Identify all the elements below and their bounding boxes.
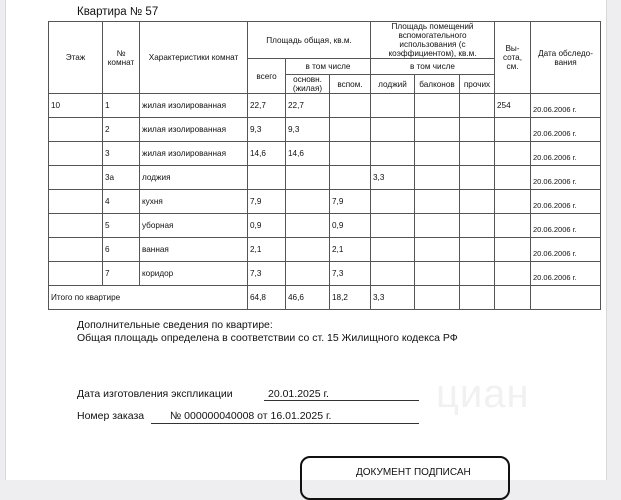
cell-date: 20.06.2006 г. xyxy=(531,94,601,118)
cell-no: 3а xyxy=(103,166,140,190)
cell-aux: 7,3 xyxy=(330,262,371,286)
cell-loggia xyxy=(371,214,415,238)
cell-balcony xyxy=(415,94,460,118)
cell-floor xyxy=(49,190,103,214)
totals-loggia: 3,3 xyxy=(371,286,415,310)
cell-height xyxy=(495,190,531,214)
info-heading: Дополнительные сведения по квартире: xyxy=(77,319,273,331)
cell-floor xyxy=(49,118,103,142)
cell-aux: 2,1 xyxy=(330,238,371,262)
cell-balcony xyxy=(415,166,460,190)
cell-char: кухня xyxy=(140,190,248,214)
header-including: в том числе xyxy=(286,59,371,75)
cell-main xyxy=(286,238,330,262)
info-text: Общая площадь определена в соответствии со ст. 15 Жилищного кодекса РФ xyxy=(77,332,458,344)
cell-date: 20.06.2006 г. xyxy=(531,190,601,214)
cell-loggia xyxy=(371,118,415,142)
cell-total xyxy=(248,166,286,190)
cell-char: жилая изолированная xyxy=(140,142,248,166)
cell-loggia xyxy=(371,262,415,286)
table-row xyxy=(49,166,601,190)
table-row xyxy=(49,190,601,214)
explication-table xyxy=(48,21,601,310)
cell-height xyxy=(495,166,531,190)
cell-height: 254 xyxy=(495,94,531,118)
cell-height xyxy=(495,238,531,262)
header-total: всего xyxy=(248,59,286,94)
cell-floor xyxy=(49,142,103,166)
header-date: Дата обследо-вания xyxy=(531,22,601,94)
cell-char: жилая изолированная xyxy=(140,94,248,118)
cell-no: 2 xyxy=(103,118,140,142)
cell-loggia xyxy=(371,190,415,214)
header-height: Вы-сота, см. xyxy=(495,22,531,94)
cell-other xyxy=(460,190,495,214)
table-row xyxy=(49,142,601,166)
cell-balcony xyxy=(415,214,460,238)
cell-other xyxy=(460,142,495,166)
watermark-logo: циан xyxy=(436,372,530,416)
cell-main xyxy=(286,166,330,190)
cell-other xyxy=(460,94,495,118)
cell-other xyxy=(460,214,495,238)
cell-other xyxy=(460,238,495,262)
cell-height xyxy=(495,214,531,238)
order-underline xyxy=(151,410,419,424)
cell-date: 20.06.2006 г. xyxy=(531,262,601,286)
table-row xyxy=(49,118,601,142)
cell-total: 7,3 xyxy=(248,262,286,286)
header-loggia: лоджий xyxy=(371,75,415,94)
cell-total: 22,7 xyxy=(248,94,286,118)
cell-total: 14,6 xyxy=(248,142,286,166)
cell-aux xyxy=(330,94,371,118)
cell-no: 1 xyxy=(103,94,140,118)
header-including2: в том числе xyxy=(371,59,495,75)
page-title: Квартира № 57 xyxy=(77,6,159,18)
header-floor: Этаж xyxy=(49,22,103,94)
cell-date: 20.06.2006 г. xyxy=(531,238,601,262)
header-aux-area: Площадь помещений вспомогательного использования (с коэффициентом), кв.м. xyxy=(371,22,495,59)
date-value: 20.01.2025 г. xyxy=(268,388,329,400)
totals-label: Итого по квартире xyxy=(49,286,248,310)
cell-total: 2,1 xyxy=(248,238,286,262)
order-label: Номер заказа xyxy=(77,410,145,422)
cell-no: 3 xyxy=(103,142,140,166)
header-other: прочих xyxy=(460,75,495,94)
cell-char: уборная xyxy=(140,214,248,238)
cell-aux xyxy=(330,142,371,166)
cell-height xyxy=(495,142,531,166)
cell-floor: 10 xyxy=(49,94,103,118)
cell-aux: 0,9 xyxy=(330,214,371,238)
cell-aux xyxy=(330,166,371,190)
cell-main: 22,7 xyxy=(286,94,330,118)
cell-char: жилая изолированная xyxy=(140,118,248,142)
cell-loggia xyxy=(371,142,415,166)
cell-char: коридор xyxy=(140,262,248,286)
date-underline xyxy=(264,387,419,401)
stamp-text: ДОКУМЕНТ ПОДПИСАН xyxy=(356,467,471,478)
cell-floor xyxy=(49,238,103,262)
cell-date: 20.06.2006 г. xyxy=(531,142,601,166)
cell-aux xyxy=(330,118,371,142)
header-main: основн. (жилая) xyxy=(286,75,330,94)
cell-other xyxy=(460,166,495,190)
cell-date: 20.06.2006 г. xyxy=(531,166,601,190)
cell-other xyxy=(460,262,495,286)
signature-stamp xyxy=(300,456,510,500)
cell-loggia xyxy=(371,94,415,118)
totals-total: 64,8 xyxy=(248,286,286,310)
table-row xyxy=(49,94,601,118)
totals-aux: 18,2 xyxy=(330,286,371,310)
cell-char: лоджия xyxy=(140,166,248,190)
cell-aux: 7,9 xyxy=(330,190,371,214)
cell-height xyxy=(495,262,531,286)
cell-main xyxy=(286,190,330,214)
cell-main xyxy=(286,262,330,286)
cell-balcony xyxy=(415,118,460,142)
header-balcony: балконов xyxy=(415,75,460,94)
cell-balcony xyxy=(415,238,460,262)
date-label: Дата изготовления экспликации xyxy=(77,388,233,400)
cell-loggia: 3,3 xyxy=(371,166,415,190)
cell-total: 9,3 xyxy=(248,118,286,142)
cell-balcony xyxy=(415,262,460,286)
header-total-area: Площадь общая, кв.м. xyxy=(248,22,371,59)
header-aux: вспом. xyxy=(330,75,371,94)
cell-char: ванная xyxy=(140,238,248,262)
cell-floor xyxy=(49,262,103,286)
cell-balcony xyxy=(415,190,460,214)
cell-no: 4 xyxy=(103,190,140,214)
cell-no: 6 xyxy=(103,238,140,262)
cell-balcony xyxy=(415,142,460,166)
cell-floor xyxy=(49,214,103,238)
cell-date: 20.06.2006 г. xyxy=(531,214,601,238)
cell-main: 14,6 xyxy=(286,142,330,166)
order-value: № 000000040008 от 16.01.2025 г. xyxy=(170,410,332,422)
cell-main: 9,3 xyxy=(286,118,330,142)
cell-total: 0,9 xyxy=(248,214,286,238)
cell-main xyxy=(286,214,330,238)
header-room-no: № комнат xyxy=(103,22,140,94)
cell-no: 7 xyxy=(103,262,140,286)
cell-no: 5 xyxy=(103,214,140,238)
cell-date: 20.06.2006 г. xyxy=(531,118,601,142)
totals-main: 46,6 xyxy=(286,286,330,310)
table-row xyxy=(49,214,601,238)
cell-other xyxy=(460,118,495,142)
totals-row xyxy=(49,286,601,310)
cell-floor xyxy=(49,166,103,190)
table-row xyxy=(49,238,601,262)
cell-loggia xyxy=(371,238,415,262)
cell-height xyxy=(495,118,531,142)
table-row xyxy=(49,262,601,286)
cell-total: 7,9 xyxy=(248,190,286,214)
header-characteristics: Характеристики комнат xyxy=(140,22,248,94)
